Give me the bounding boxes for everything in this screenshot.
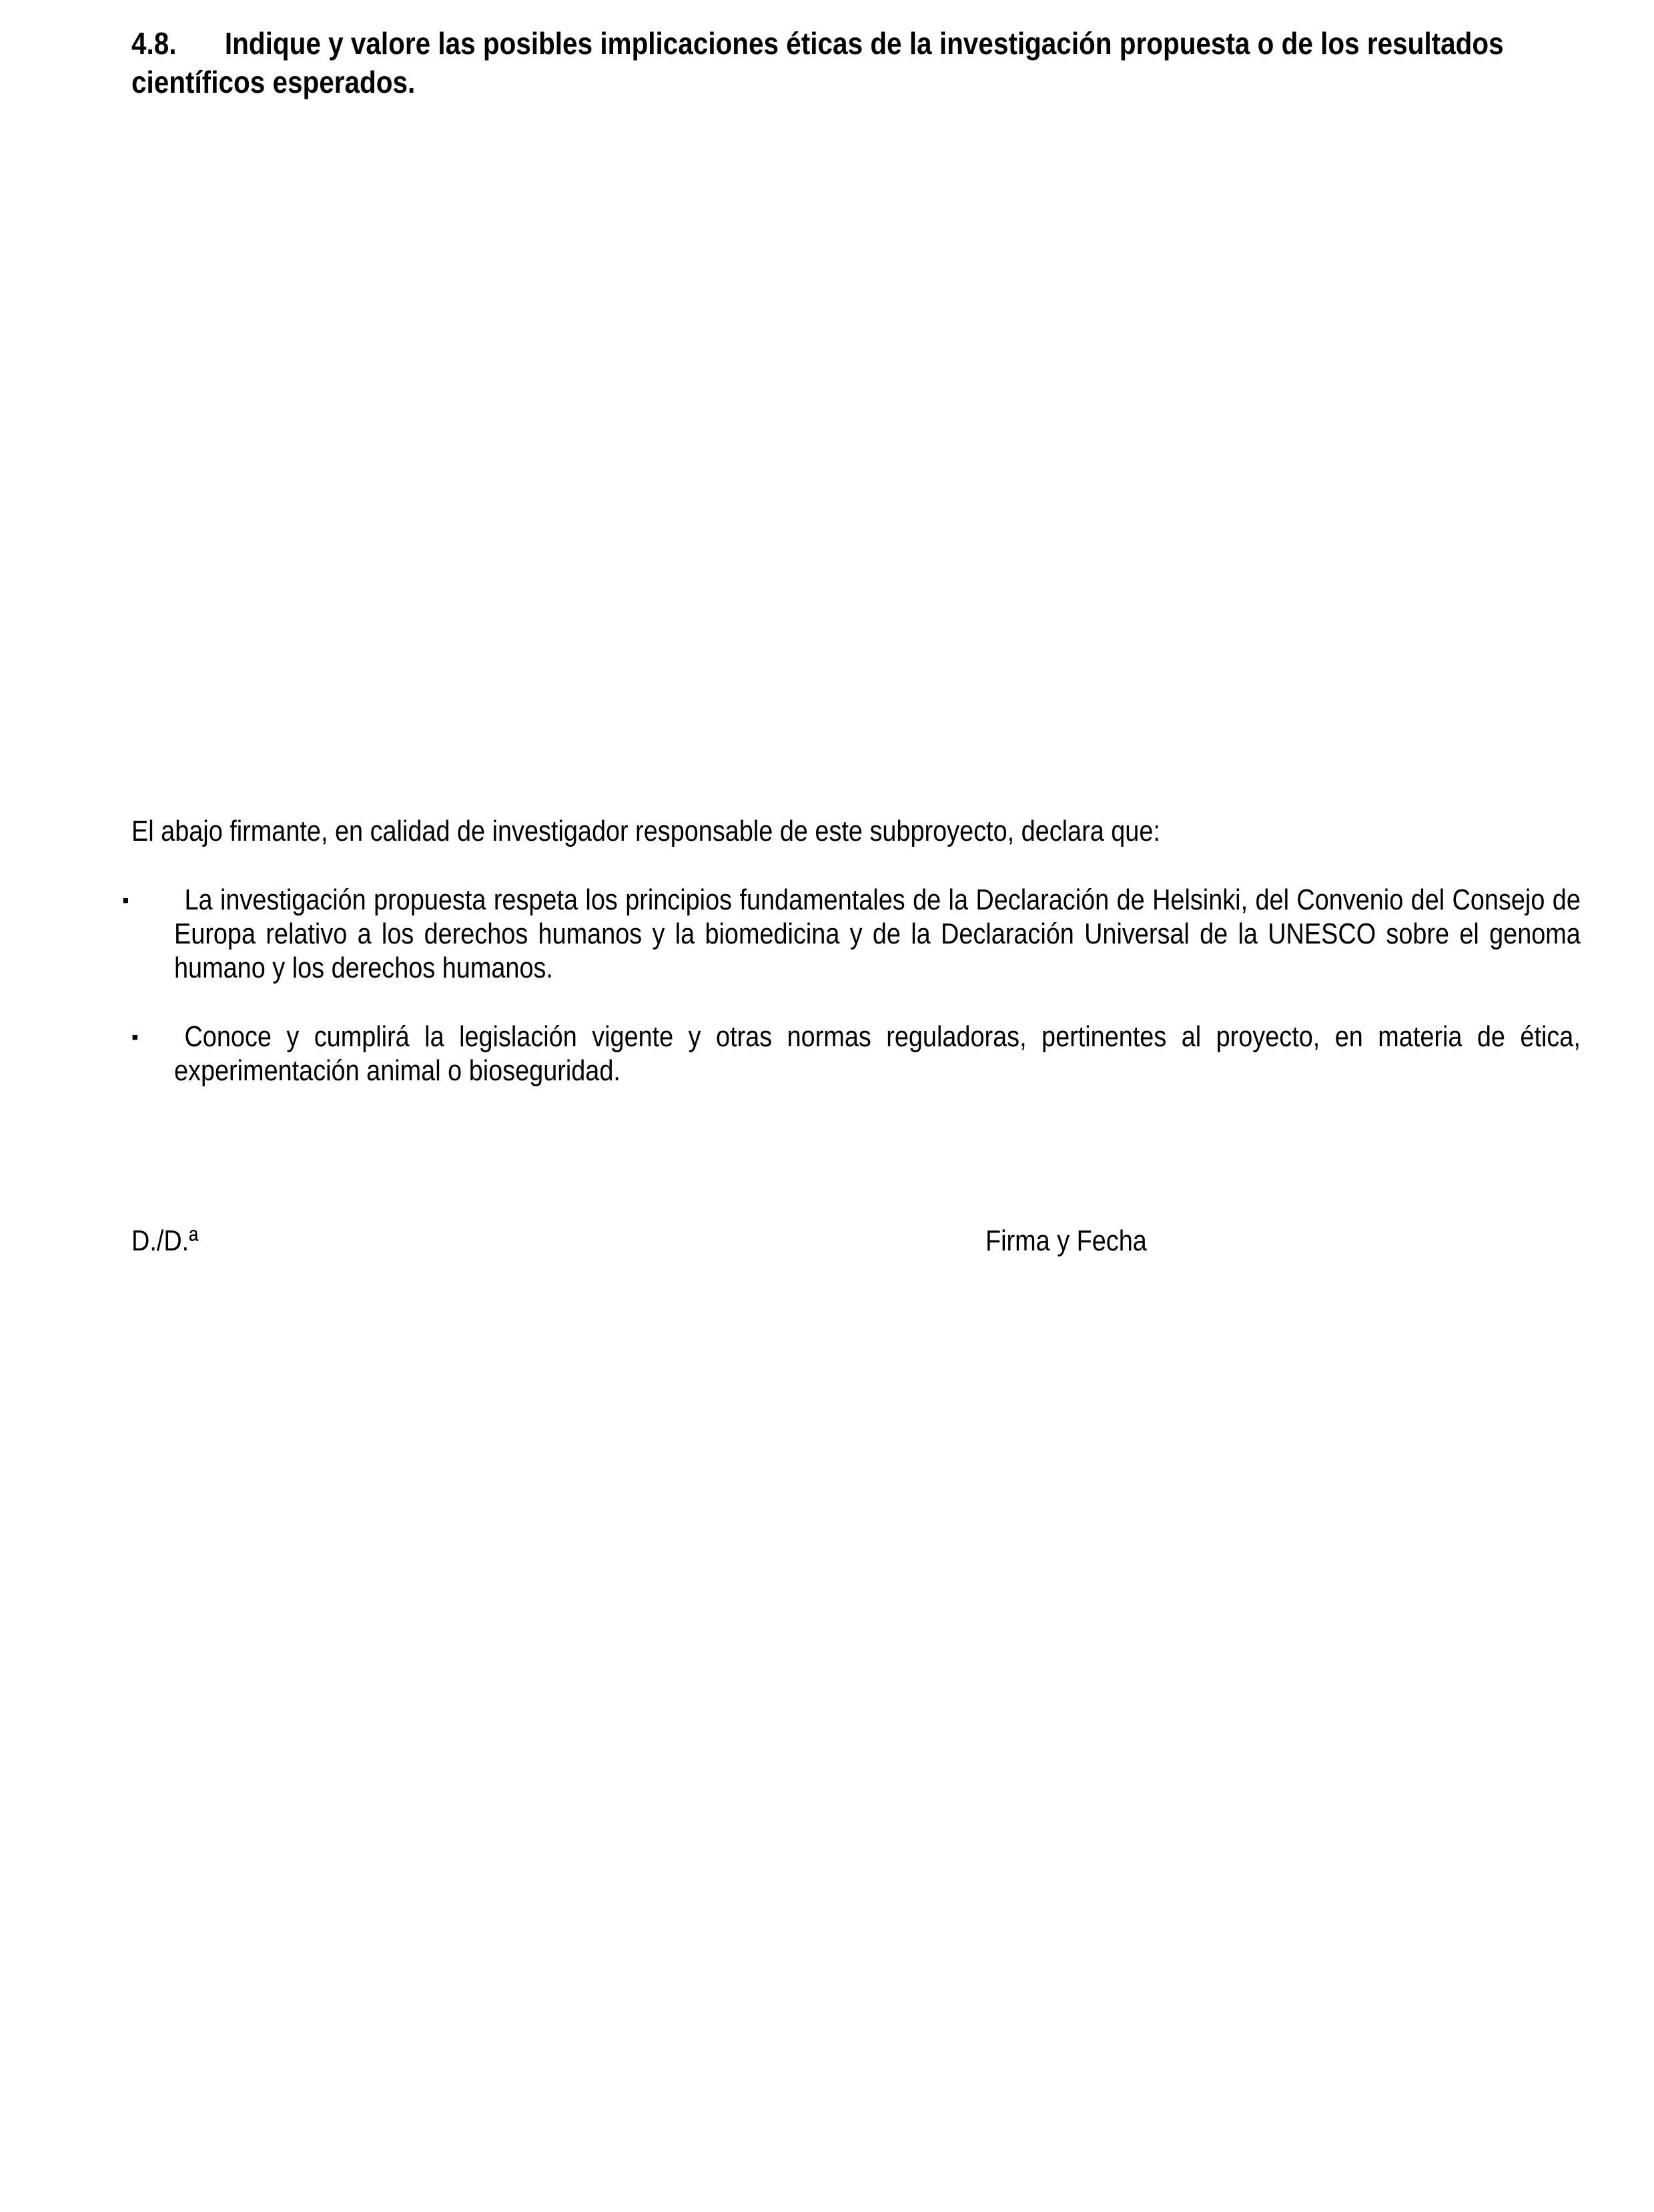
section-number: 4.8.: [131, 26, 177, 61]
bullet-marker: ▪: [122, 889, 129, 911]
signature-date-label: Firma y Fecha: [985, 1224, 1147, 1257]
declaration-item: [174, 1020, 1581, 1088]
declaration-intro: El abajo firmante, en calidad de investigador responsable de este subproyecto, declara que:: [131, 815, 1160, 847]
declaration-item-text: La investigación propuesta respeta los principios fundamentales de la Declaración de Helsinki, del Convenio del Consejo de Europa relativo a los derechos humanos y la biomedicina y de la Declaración Universal de la UNESCO sobre el genoma humano y los derechos humanos.: [174, 883, 1581, 984]
declaration-item: [174, 883, 1581, 985]
section-title: Indique y valore las posibles implicaciones éticas de la investigación propuesta o de los resultados científicos esperados.: [131, 26, 1504, 99]
section-heading: [131, 24, 1566, 101]
bullet-marker: ▪: [131, 1026, 139, 1048]
declaration-item-text: Conoce y cumplirá la legislación vigente y otras normas reguladoras, pertinentes al proyecto, en materia de ética, experimentación animal o bioseguridad.: [174, 1020, 1581, 1087]
signatory-name-label: D./D.ª: [131, 1224, 199, 1257]
